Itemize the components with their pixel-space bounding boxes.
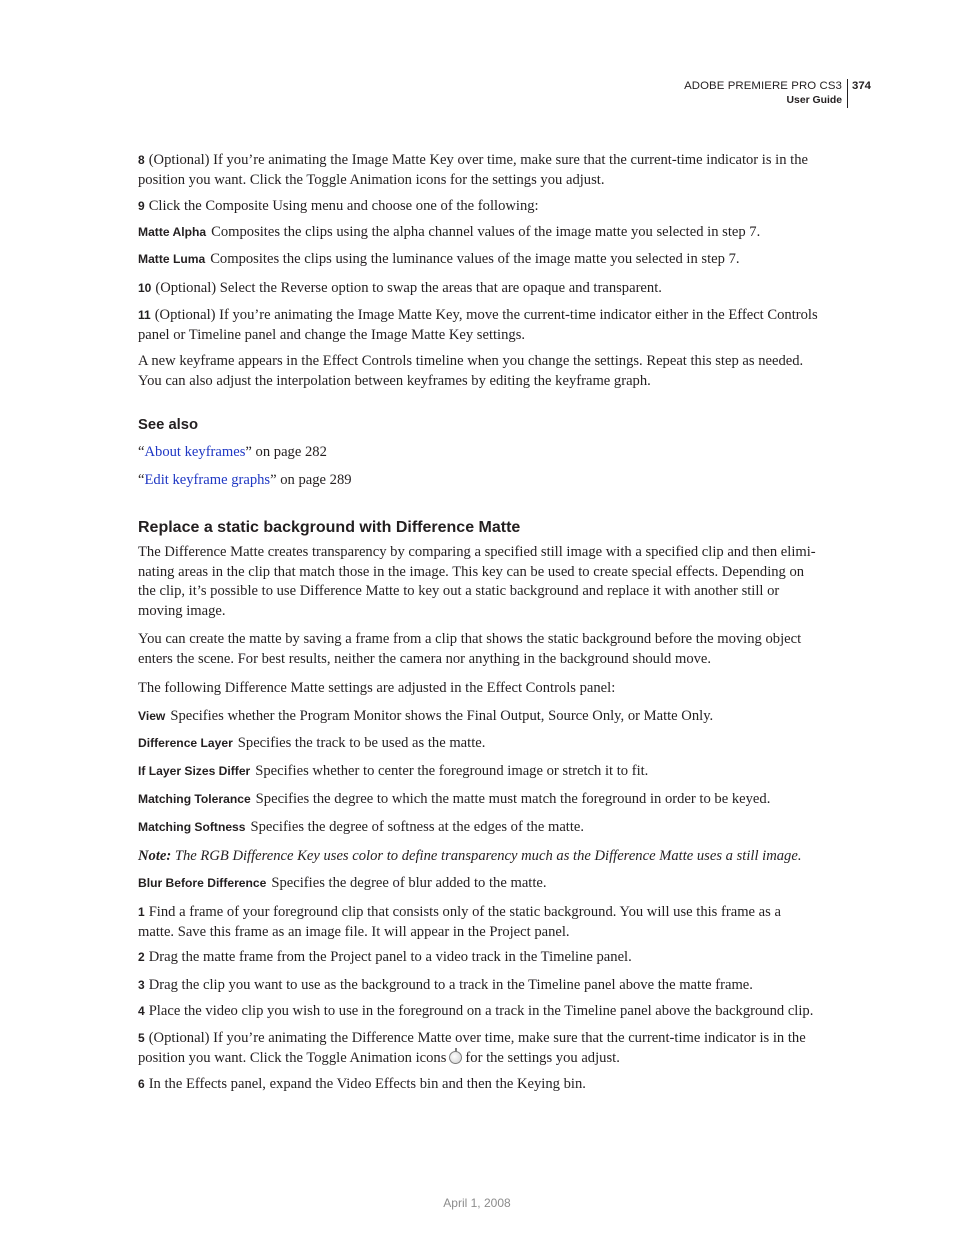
toggle-animation-icon — [449, 1051, 462, 1064]
step-8: 8 (Optional) If you’re animating the Image Matte Key over time, make sure that the current-time indicator is in the position you want. Click the Toggle Animation icons for the settings you adjust. — [138, 152, 809, 188]
term-matte-luma: Matte Luma Composites the clips using the luminance values of the image matte you selected in step 7. — [138, 251, 740, 267]
setting-matching-tolerance: Matching Tolerance Specifies the degree to which the matte must match the foreground in order to be keyed. — [138, 791, 771, 807]
step-3: 3 Drag the clip you want to use as the background to a track in the Timeline panel above the matte frame. — [138, 977, 753, 993]
step-2: 2 Drag the matte frame from the Project panel to a video track in the Timeline panel. — [138, 949, 632, 965]
footer-date: April 1, 2008 — [443, 1196, 511, 1210]
see-also-link-1: “About keyframes” on page 282 — [138, 444, 327, 460]
edit-keyframe-graphs-link[interactable]: Edit keyframe graphs — [144, 472, 271, 488]
step-10: 10 (Optional) Select the Reverse option to swap the areas that are opaque and transparent. — [138, 280, 662, 296]
section-para-1: The Difference Matte creates transparency by comparing a specified still image with a specified clip and then elimi- nating areas in the clip that match those in the image. This key can be used to create special effects. Depending on the clip, it’s possible to use Difference Matte to key out a static background and replace it with another still or moving image. — [138, 544, 816, 619]
term-matte-alpha: Matte Alpha Composites the clips using the alpha channel values of the image matte you selected in step 7. — [138, 224, 761, 240]
setting-view: View Specifies whether the Program Monitor shows the Final Output, Source Only, or Matte Only. — [138, 708, 714, 724]
keyframe-note: A new keyframe appears in the Effect Controls timeline when you change the settings. Repeat this step as needed. You can also adjust the interpolation between keyframes by editing the keyframe graph. — [138, 353, 804, 389]
guide-name: User Guide — [786, 95, 842, 106]
setting-matching-softness: Matching Softness Specifies the degree of softness at the edges of the matte. — [138, 819, 585, 835]
about-keyframes-link[interactable]: About keyframes — [144, 444, 246, 460]
see-also-heading: See also — [138, 417, 199, 433]
note: Note: The RGB Difference Key uses color to define transparency much as the Difference Matte uses a still image. — [138, 848, 802, 864]
setting-difference-layer: Difference Layer Specifies the track to be used as the matte. — [138, 735, 486, 751]
note-label: Note: — [138, 848, 172, 864]
setting-blur-before-difference: Blur Before Difference Specifies the degree of blur added to the matte. — [138, 875, 547, 891]
setting-layer-sizes: If Layer Sizes Differ Specifies whether to center the foreground image or stretch it to fit. — [138, 763, 649, 779]
step-5: 5 (Optional) If you’re animating the Difference Matte over time, make sure that the current-time indicator is in the position you want. Click the Toggle Animation icons for the settings you adjust. — [138, 1030, 806, 1066]
see-also-link-2: “Edit keyframe graphs” on page 289 — [138, 472, 352, 488]
page-header — [684, 79, 871, 108]
step-6: 6 In the Effects panel, expand the Video Effects bin and then the Keying bin. — [138, 1076, 586, 1092]
section-para-2: You can create the matte by saving a frame from a clip that shows the static background before the moving object enters the scene. For best results, neither the camera nor anything in the background should move. — [138, 631, 802, 667]
page-number: 374 — [851, 80, 871, 92]
section-para-3: The following Difference Matte settings are adjusted in the Effect Controls panel: — [138, 680, 616, 696]
header-text — [684, 79, 848, 108]
section-heading: Replace a static background with Difference Matte — [138, 519, 521, 536]
step-11: 11 (Optional) If you’re animating the Image Matte Key, move the current-time indicator either in the Effect Controls panel or Timeline panel and change the Image Matte Key settings. — [138, 307, 818, 343]
product-name: ADOBE PREMIERE PRO CS3 — [684, 80, 842, 92]
step-9: 9 Click the Composite Using menu and choose one of the following: — [138, 198, 539, 214]
step-1: 1 Find a frame of your foreground clip that consists only of the static background. You will use this frame as a matte. Save this frame as an image file. It will appear in the Project panel. — [138, 904, 781, 940]
step-4: 4 Place the video clip you wish to use in the foreground on a track in the Timeline panel above the background clip. — [138, 1003, 814, 1019]
